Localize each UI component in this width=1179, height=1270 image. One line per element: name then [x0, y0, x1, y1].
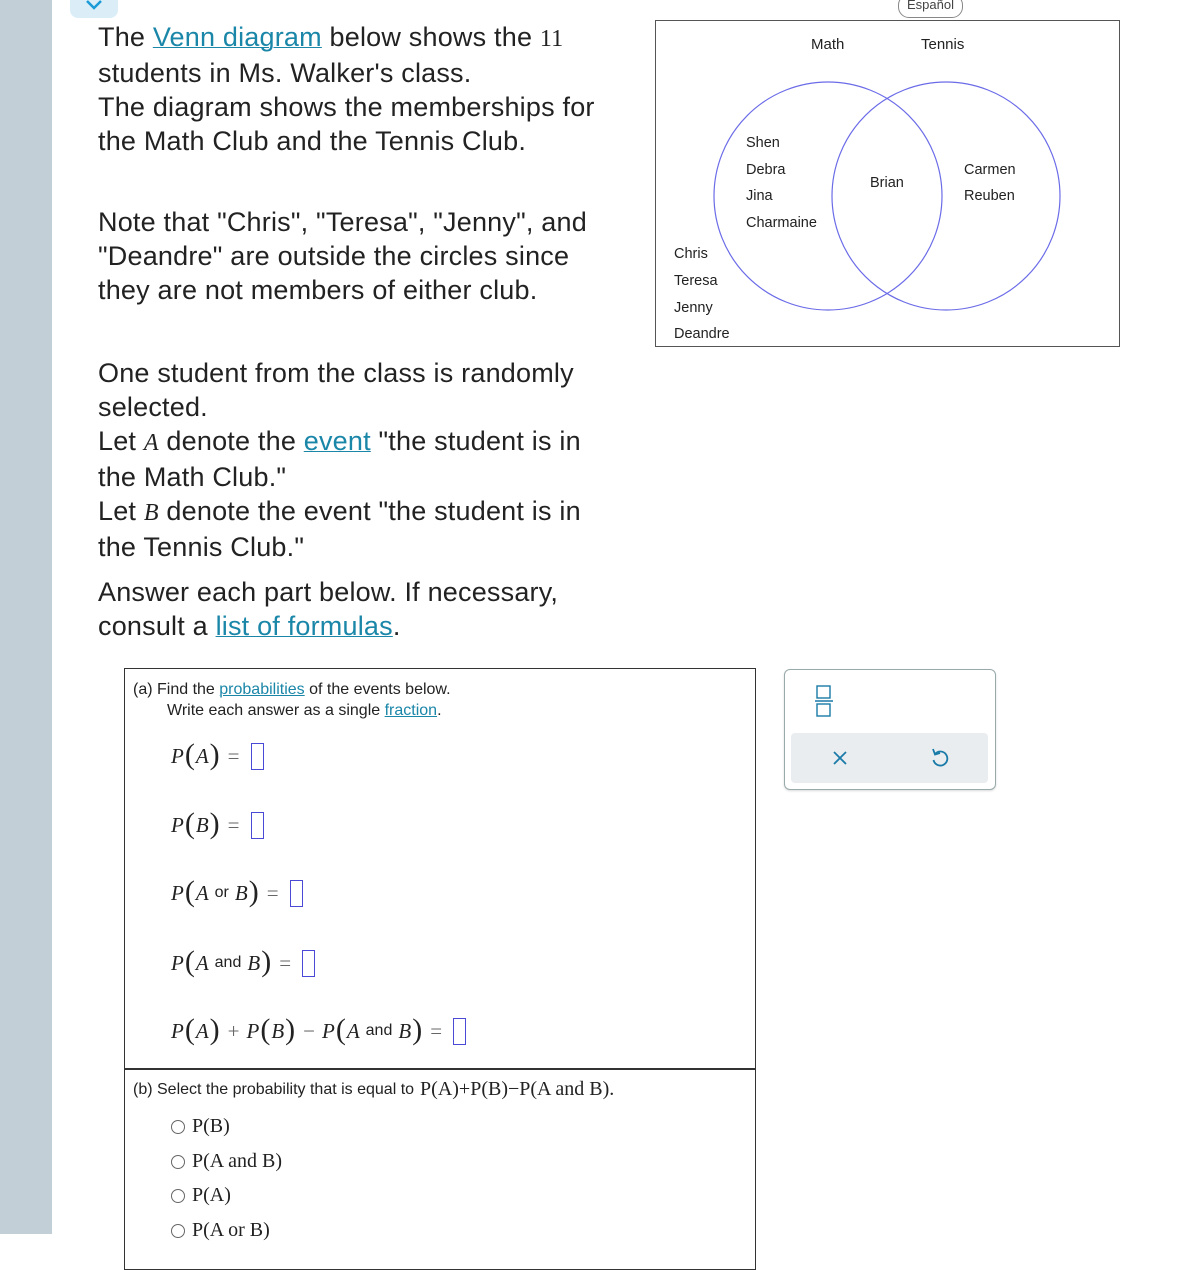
eq-p-a-or-b: P ( A or B ) =: [171, 876, 303, 910]
venn-name: Jenny: [674, 300, 713, 316]
venn-diagram-link[interactable]: Venn diagram: [152, 22, 322, 52]
probabilities-link[interactable]: probabilities: [219, 681, 305, 698]
option-p-a-and-b[interactable]: P(A and B): [171, 1150, 282, 1173]
formulas-link[interactable]: list of formulas: [215, 611, 393, 641]
note-paragraph: Note that "Chris", "Teresa", "Jenny", and "Deandre" are outside the circles since they are not members of either club.: [98, 207, 587, 305]
radio-button[interactable]: [171, 1224, 185, 1238]
venn-name: Chris: [674, 246, 708, 262]
venn-name: Brian: [870, 175, 904, 191]
fraction-icon[interactable]: [813, 684, 835, 718]
venn-name: Debra: [746, 162, 786, 178]
answer-input-p-b[interactable]: [251, 812, 264, 839]
question-box: [124, 668, 756, 1270]
student-count: 11: [539, 26, 564, 52]
option-p-a-or-b[interactable]: P(A or B): [171, 1219, 270, 1242]
intro-paragraph: The Venn diagram below shows the 11 students in Ms. Walker's class. The diagram shows the memberships for the Math Club and the Tennis Club.: [98, 20, 618, 158]
radio-button[interactable]: [171, 1120, 185, 1134]
undo-icon[interactable]: [927, 745, 953, 771]
radio-button[interactable]: [171, 1155, 185, 1169]
language-toggle[interactable]: Español: [898, 0, 963, 18]
venn-name: Carmen: [964, 162, 1016, 178]
venn-diagram: [655, 20, 1120, 347]
chevron-down-icon: [86, 0, 102, 10]
tennis-circle: [832, 82, 1060, 310]
close-icon[interactable]: [827, 745, 853, 771]
var-B: B: [143, 500, 159, 526]
instruction-paragraph: Answer each part below. If necessary, consult a list of formulas.: [98, 577, 559, 641]
venn-name: Reuben: [964, 188, 1015, 204]
eq-addition-rule: P ( A ) + P ( B ) − P ( A and B ) =: [171, 1014, 466, 1048]
answer-input-addition-rule[interactable]: [453, 1018, 466, 1045]
venn-name: Jina: [746, 188, 773, 204]
answer-input-p-a-and-b[interactable]: [302, 950, 315, 977]
event-paragraph: One student from the class is randomly selected. Let A denote the event "the student is in the Math Club." Let B denote the event "the student is in the Tennis Club.": [98, 358, 581, 562]
part-divider: [125, 1068, 755, 1070]
venn-name: Deandre: [674, 326, 730, 342]
event-link[interactable]: event: [303, 426, 371, 456]
radio-button[interactable]: [171, 1189, 185, 1203]
eq-p-b: P ( B ) =: [171, 808, 264, 842]
part-a-heading: (a) Find the probabilities of the events below. Write each answer as a single fraction.: [133, 681, 451, 719]
venn-name: Shen: [746, 135, 780, 151]
fraction-link[interactable]: fraction: [384, 702, 438, 719]
eq-p-a: P ( A ) =: [171, 739, 264, 773]
answer-input-p-a-or-b[interactable]: [290, 880, 303, 907]
tool-action-row: [791, 733, 988, 783]
venn-name: Charmaine: [746, 215, 817, 231]
var-A: A: [143, 430, 159, 456]
answer-input-p-a[interactable]: [251, 743, 264, 770]
left-rail: [0, 0, 52, 1234]
option-p-b[interactable]: P(B): [171, 1115, 230, 1138]
part-b-heading: (b) Select the probability that is equal to P(A)+P(B)−P(A and B).: [133, 1078, 615, 1100]
eq-p-a-and-b: P ( A and B ) =: [171, 946, 315, 980]
tennis-label: Tennis: [921, 36, 965, 53]
memberships-text: The diagram shows the memberships for the Math Club and the Tennis Club.: [98, 92, 595, 156]
venn-name: Teresa: [674, 273, 718, 289]
math-label: Math: [811, 36, 845, 53]
option-p-a[interactable]: P(A): [171, 1184, 231, 1207]
collapse-tab[interactable]: [70, 0, 118, 18]
answer-tools-palette: [784, 669, 996, 790]
